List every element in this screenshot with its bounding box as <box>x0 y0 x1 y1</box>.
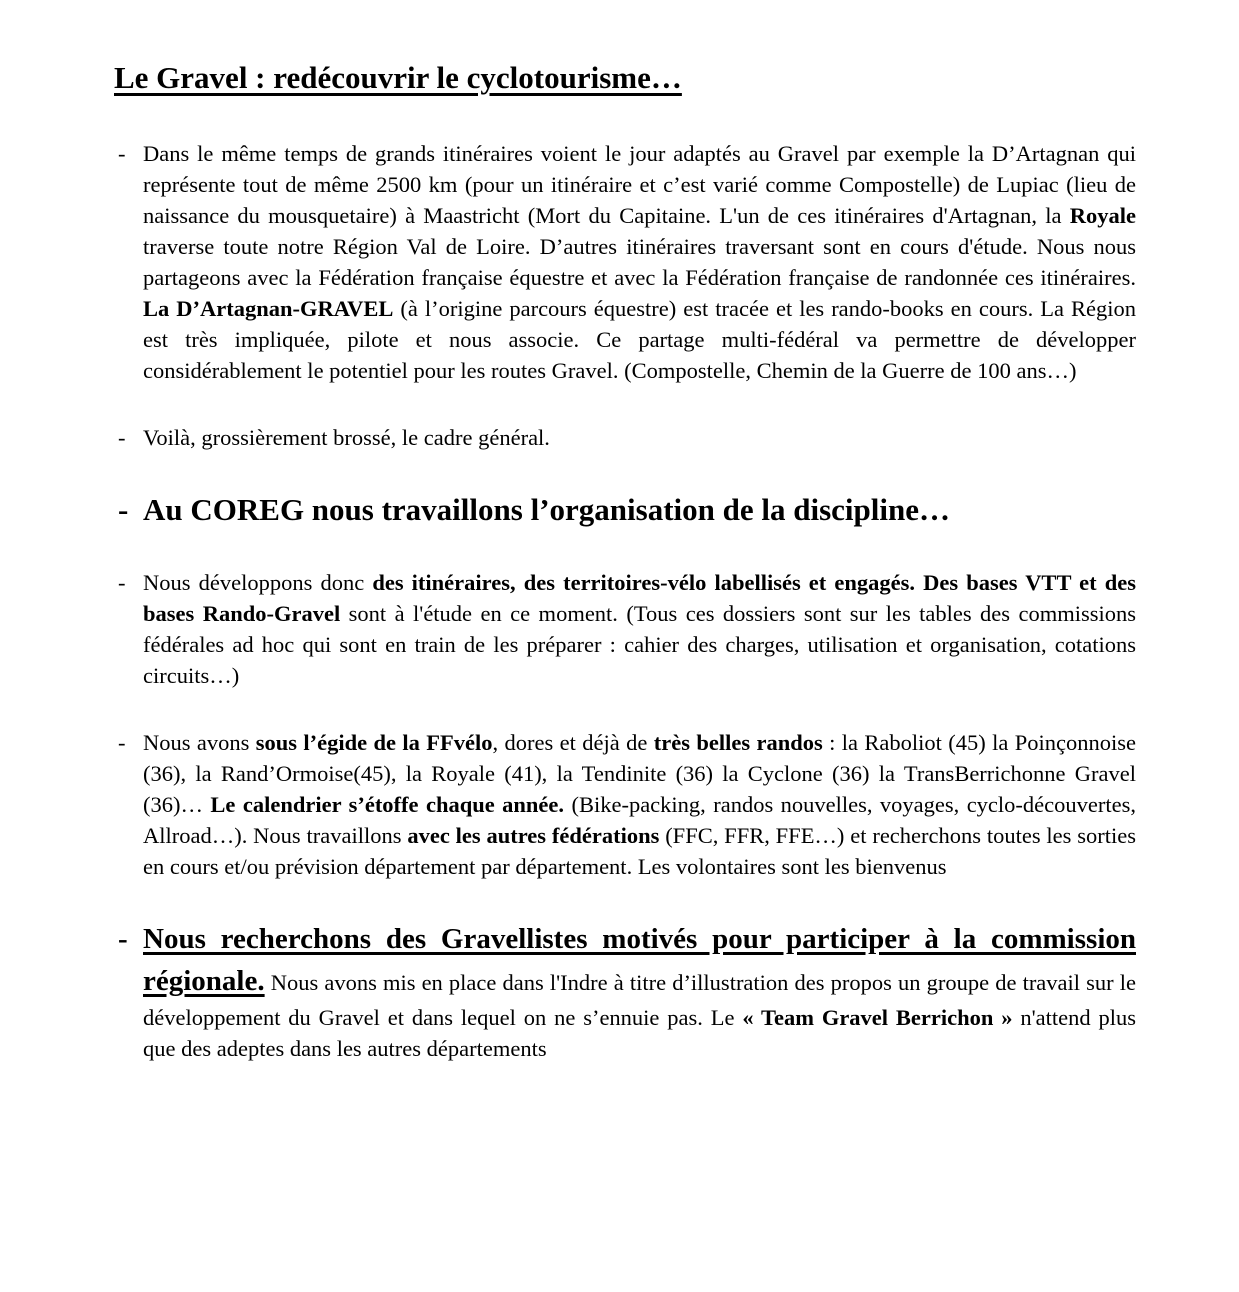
bullet-dash: - <box>118 492 129 527</box>
text-run-bold: Le calendrier s’étoffe chaque année. <box>210 792 565 817</box>
text-run: Dans le même temps de grands itinéraires voient le jour adaptés au Gravel par exemple la D’Artagnan qui représente tout de même 2500 km (pour un itinéraire et c’est varié comme Compostelle) de Lupiac (lieu de naissance du mousquetaire) à Maastricht (Mort du Capitaine. L'un de ces itinéraires d'Artagnan, la <box>143 141 1136 228</box>
bullet-dash: - <box>118 570 126 595</box>
bullet-dash: - <box>118 923 128 955</box>
text-run: Nous avons mis en place dans l'Indre à titre d’illustration des propos un groupe de travail sur le développement du Gravel et dans lequel on ne s’ennuie pas. Le <box>143 970 1136 1030</box>
text-run: Nous développons donc <box>143 570 373 595</box>
bullet-dash: - <box>118 730 126 755</box>
heading-coreg <box>114 489 1136 531</box>
text-run-heading-underline: Nous recherchons des Gravellistes motivés pour participer à la commission régionale. <box>143 923 1136 997</box>
text-run-bold: sous l’égide de la FFvélo <box>255 730 493 755</box>
paragraph-cadre-general <box>114 422 1136 453</box>
text-run: (Bike-packing, randos nouvelles, voyages, cyclo-découvertes, Allroad…). Nous travaillons <box>143 792 1136 848</box>
text-run-bold: « Team Gravel Berrichon » <box>742 1005 1013 1030</box>
text-run-bold: des itinéraires, des territoires-vélo labellisés et engagés. Des bases VTT et des bases Rando-Gravel <box>143 570 1136 626</box>
text-run-bold: avec les autres fédérations <box>407 823 660 848</box>
text-run-bold: La D’Artagnan-GRAVEL <box>143 296 394 321</box>
text-run: Nous avons <box>143 730 256 755</box>
document-title-text: Le Gravel : redécouvrir le cyclotourisme… <box>114 60 682 95</box>
bullet-dash: - <box>118 141 126 166</box>
paragraph-developpement <box>114 567 1136 691</box>
text-run: Voilà, grossièrement brossé, le cadre général. <box>143 425 550 450</box>
text-run: (FFC, FFR, FFE…) et recherchons toutes les sorties en cours et/ou prévision département par département. Les volontaires sont les bienvenus <box>143 823 1136 879</box>
bullet-dash: - <box>118 425 126 450</box>
text-run-bold: Royale <box>1069 203 1136 228</box>
text-run: : la Raboliot (45) la Poinçonnoise (36), la Rand’Ormoise(45), la Royale (41), la Tendinite (36) la Cyclone (36) la TransBerrichonne Gravel (36)… <box>143 730 1136 817</box>
paragraph-recrutement <box>114 918 1136 1064</box>
text-run: traverse toute notre Région Val de Loire. D’autres itinéraires traversant sont en cours d'étude. Nous nous partageons avec la Fédération française équestre et avec la Fédération française de randonnée ces itinéraires. <box>143 234 1136 290</box>
text-run: sont à l'étude en ce moment. (Tous ces dossiers sont sur les tables des commissions fédérales ad hoc qui sont en train de les préparer : cahier des charges, utilisation et organisation, cotations circuits…) <box>143 601 1136 688</box>
text-run: , dores et déjà de <box>492 730 654 755</box>
paragraph-randos <box>114 727 1136 882</box>
heading-text: Au COREG nous travaillons l’organisation de la discipline… <box>143 492 950 527</box>
document-title <box>114 58 1136 98</box>
text-run: n'attend plus que des adeptes dans les autres départements <box>143 1005 1136 1061</box>
text-run: (à l’origine parcours équestre) est tracée et les rando-books en cours. La Région est très impliquée, pilote et nous associe. Ce partage multi-fédéral va permettre de développer considérablement le potentiel pour les routes Gravel. (Compostelle, Chemin de la Guerre de 100 ans…) <box>143 296 1137 383</box>
paragraph-itineraires <box>114 138 1136 386</box>
text-run-bold: très belles randos <box>653 730 823 755</box>
